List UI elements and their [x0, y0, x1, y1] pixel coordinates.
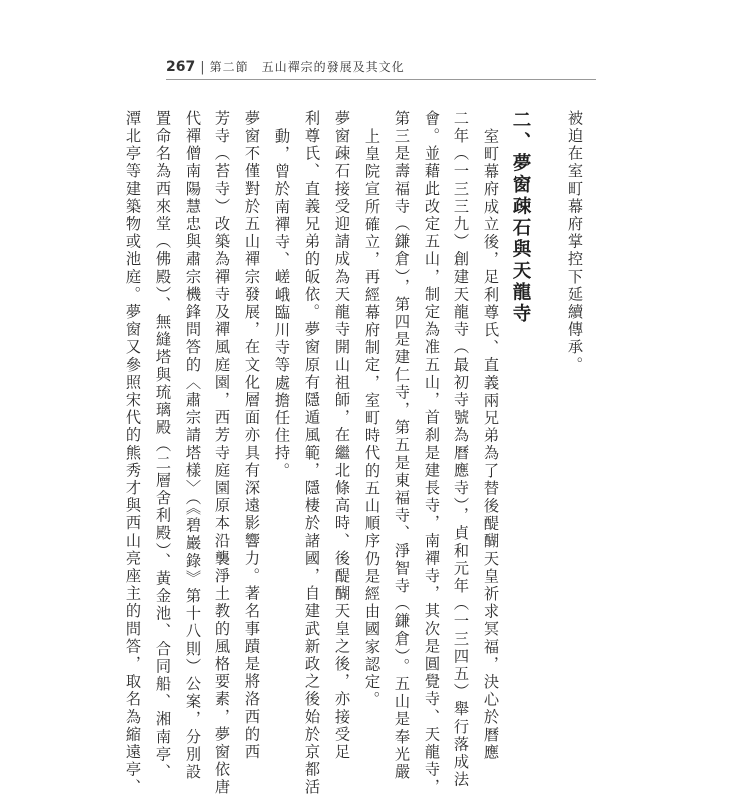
header-separator: | [200, 60, 205, 75]
text-column: 代禪僧南陽慧忠與肅宗機鋒問答的〈肅宗請塔樣〉（《碧巖錄》第十八則）公案，分別設 [184, 110, 202, 782]
text-column: 二年（一三三九）創建天龍寺（最初寺號為曆應寺），貞和元年（一三四五）舉行落成法 [452, 110, 470, 789]
text-column: 芳寺（苔寺）改築為禪寺及禪風庭園，西芳寺庭園原本沿襲淨土教的風格要素，夢窗依唐 [213, 110, 231, 796]
chapter-title: 第二節 五山禪宗的發展及其文化 [209, 60, 405, 74]
text-column: 第三是壽福寺（鎌倉），第四是建仁寺，第五是東福寺、淨智寺（鎌倉）。五山是奉光嚴 [393, 110, 411, 782]
text-column: 夢窗疎石接受迎請成為天龍寺開山祖師，在繼北條高時、後醍醐天皇之後，亦接受足 [333, 110, 351, 762]
text-column: 夢窗不僅對於五山禪宗發展，在文化層面亦具有深遠影響力。著名事蹟是將洛西的西 [243, 110, 261, 762]
text-column: 利尊氏、直義兄弟的皈依。夢窗原有隱遁風範，隱棲於諸國，自建武新政之後始於京都活 [303, 110, 321, 796]
running-head [166, 58, 405, 75]
header-rule [166, 79, 596, 80]
text-column: 潭北亭等建築物或池庭。夢窗又參照宋代的熊秀才與西山亮座主的問答，取名為縮遠亭、 [124, 110, 142, 796]
text-column: 室町幕府成立後，足利尊氏、直義兩兄弟為了替後醍醐天皇祈求冥福，決心於曆應 [482, 128, 500, 762]
section-heading: 二、夢窗疎石與天龍寺 [510, 110, 531, 325]
text-column: 置命名為西來堂（佛殿）、無縫塔與琉璃殿（二層舍利殿）、黃金池、合同船、湘南亭、 [154, 110, 172, 782]
text-column: 動，曾於南禪寺、嵯峨臨川寺等處擔任住持。 [273, 128, 291, 480]
page-number: 267 [166, 59, 196, 75]
text-column: 上皇院宣所確立，再經幕府制定，室町時代的五山順序仍是經由國家認定。 [363, 128, 381, 709]
text-column: 會。並藉此改定五山，制定為准五山，首刹是建長寺，南禪寺，其次是圓覺寺、天龍寺， [423, 110, 441, 796]
text-column: 被迫在室町幕府掌控下延續傳承。 [566, 110, 584, 374]
